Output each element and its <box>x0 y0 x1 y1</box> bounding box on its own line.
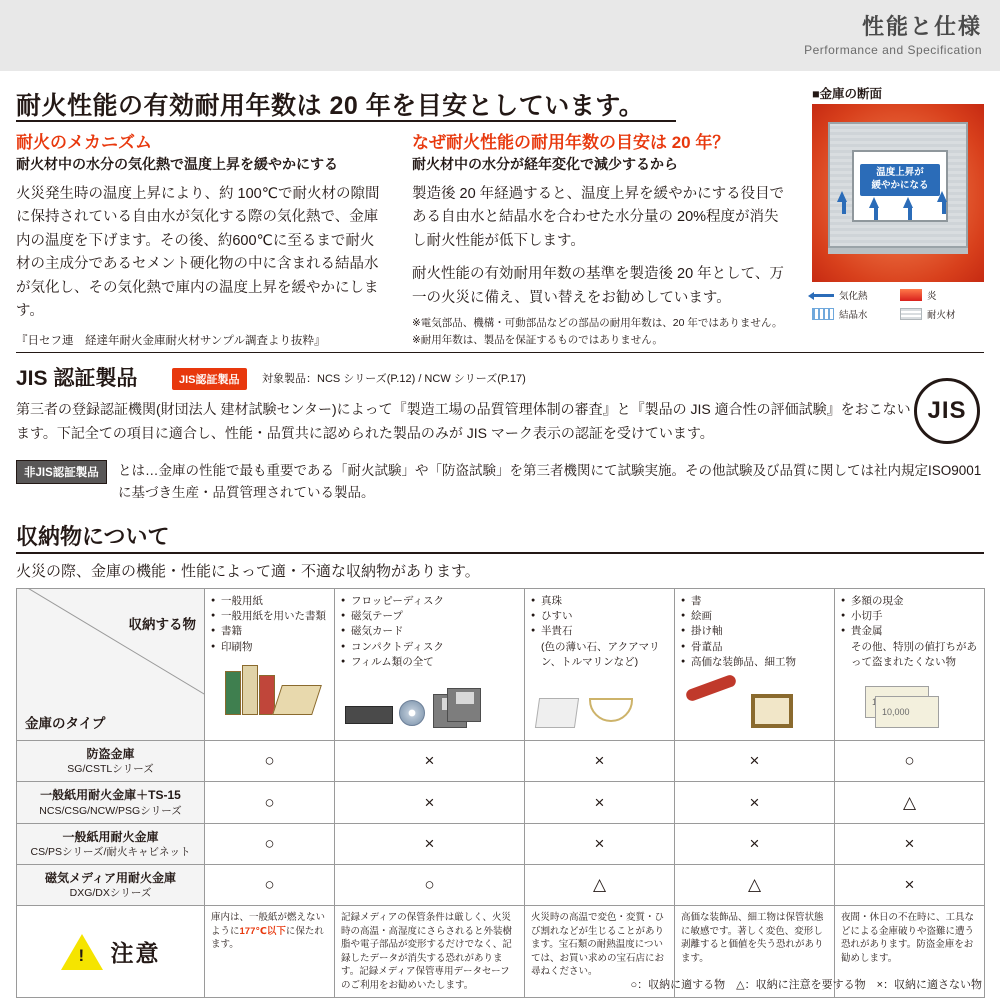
row-sub-1: NCS/CSG/NCW/PSGシリーズ <box>39 804 182 817</box>
cell-1-0: ○ <box>205 782 335 823</box>
cell-0-2: × <box>525 741 675 782</box>
caution-note-magnetic: 記録メディアの保管条件は厳しく、火災時の高温・高湿度にさらされると外装樹脂や電子部品が変形するだけでなく、記録したデータが消失する恐れがあります。記録メディア保管専用データセーフのご利用をお勧めいたします。 <box>335 906 525 998</box>
col-art-item-3: ● 骨董品 <box>681 640 828 655</box>
lifespan-body-1: 製造後 20 年経過すると、温度上昇を緩やかにする役目である自由水と結晶水を合わせた水分量の 20%程度が消失し耐火性能が低下します。 <box>412 185 785 249</box>
cell-3-1: ○ <box>335 865 525 906</box>
mechanism-citation: 『日セフ連 経達年耐火金庫耐火材サンプル調査より抜粋』 <box>16 334 326 347</box>
lifespan-heading: なぜ耐火性能の耐用年数の目安は 20 年？ <box>412 133 730 152</box>
legend-label-1: 炎 <box>927 291 937 302</box>
diagram-legend <box>812 288 988 326</box>
table-row <box>17 823 985 864</box>
lifespan-subheading: 耐火材中の水分が経年変化で減少するから <box>412 156 678 172</box>
vapor-arrow-stem-4 <box>942 202 946 214</box>
cell-0-4: ○ <box>835 741 985 782</box>
section3-title: 収納物について <box>16 524 170 549</box>
cell-0-1: × <box>335 741 525 782</box>
table-row <box>17 741 985 782</box>
section1-title: 耐火性能の有効耐用年数は 20 年を目安としています。 <box>16 92 645 120</box>
row-sub-0: SG/CSTLシリーズ <box>67 763 154 776</box>
col-art-item-2: ● 掛け軸 <box>681 624 828 639</box>
lifespan-note-1: ※電気部品、機構・可動部品などの部品の耐用年数は、20 年ではありません。 <box>412 317 783 330</box>
column-header-paper <box>205 589 335 741</box>
vapor-arrow-head-4 <box>937 191 947 202</box>
section1-divider <box>16 120 676 122</box>
col-cash-item-0: ● 多額の現金 <box>841 594 978 609</box>
column-header-art <box>675 589 835 741</box>
col-jewel-item-1: ● ひすい <box>531 609 668 624</box>
col-cash-item-1: ● 小切手 <box>841 609 978 624</box>
cell-1-4: △ <box>835 782 985 823</box>
col-magnetic-item-1: ● 磁気テープ <box>341 609 518 624</box>
col-paper-item-3: ● 印刷物 <box>211 640 328 655</box>
col-cash-item-2: ● 貴金属 <box>841 624 978 639</box>
vapor-arrow-stem-3 <box>908 208 912 220</box>
lifespan-column <box>412 128 792 349</box>
mechanism-body: 火災発生時の温度上昇により、約 100℃で耐火材の隙間に保持されている自由水が気化する際の気化熱で、金庫内の温度を下げます。その後、約600℃に至るまで耐火材の主成分であるセメント硬化物の中に含まれる結晶水が気化し、その気化熱で庫内の温度上昇を緩やかにします。 <box>16 185 380 320</box>
lifespan-note-2: ※耐用年数は、製品を保証するものではありません。 <box>412 333 663 346</box>
cell-2-0: ○ <box>205 823 335 864</box>
col-cash-note: その他、特別の値打ちがあって盗まれたくない物 <box>851 640 977 668</box>
cell-2-3: × <box>675 823 835 864</box>
row-header-paper-fire-ts15 <box>17 782 205 823</box>
corner-label-items: 収納する物 <box>128 617 196 632</box>
jis-body: 第三者の登録認証機関(財団法人 建材試験センター)によって『製造工場の品質管理体制の審査』と『製品の JIS 適合性の評価試験』をおこないます。下記全ての項目に適合し、性能・品質共に認められた製品のみが JIS マーク表示の認証を受けています。 <box>16 401 911 441</box>
cell-3-4: × <box>835 865 985 906</box>
table-row <box>17 782 985 823</box>
caution-label: 注意 <box>110 940 161 967</box>
row-name-0: 防盗金庫 <box>86 747 135 761</box>
caution-note-paper: 庫内は、一般紙が燃えないように177℃以下に保たれます。 <box>205 906 335 998</box>
row-name-1: 一般紙用耐火金庫＋TS-15 <box>40 788 181 803</box>
table-header-row <box>17 589 985 741</box>
jis-badge: JIS認証製品 <box>172 368 247 390</box>
col-magnetic-item-2: ● 磁気カード <box>341 624 518 639</box>
scroll-painting-icon <box>681 674 828 730</box>
row-header-magnetic-media-fire <box>17 865 205 906</box>
lifespan-body-2: 耐火性能の有効耐用年数の基準を製造後 20 年として、万一の火災に備え、買い替えをお勧めしています。 <box>412 266 784 306</box>
section3-subtitle: 火災の際、金庫の機能・性能によって適・不適な収納物があります。 <box>16 563 480 580</box>
jis-divider <box>16 352 984 353</box>
legend-label-3: 耐火材 <box>927 310 956 321</box>
col-magnetic-item-3: ● コンパクトディスク <box>341 640 518 655</box>
col-paper-item-0: ● 一般用紙 <box>211 594 328 609</box>
vapor-arrow-head-1 <box>837 191 847 202</box>
caution-note-art: 高価な装飾品、細工物は保管状態に敏感です。著しく変色、変形し剥離すると価値を失う恐れがあります。 <box>675 906 835 998</box>
mechanism-heading: 耐火のメカニズム <box>16 133 152 152</box>
vapor-arrow-head-3 <box>903 197 913 208</box>
cell-3-2: △ <box>525 865 675 906</box>
cell-1-1: × <box>335 782 525 823</box>
row-header-anti-theft <box>17 741 205 782</box>
flame-swatch-icon <box>900 289 922 301</box>
mechanism-column <box>16 128 386 348</box>
col-paper-item-1: ● 一般用紙を用いた書類 <box>211 609 328 624</box>
warning-triangle-icon <box>61 934 103 970</box>
col-paper-item-2: ● 書籍 <box>211 624 328 639</box>
col-art-item-1: ● 絵画 <box>681 609 828 624</box>
page-subtitle: Performance and Specification <box>804 43 982 57</box>
section3-divider <box>16 552 984 554</box>
diagram-title: ■金庫の断面 <box>812 87 883 101</box>
cash-icon <box>841 674 978 730</box>
vapor-arrow-stem-2 <box>874 208 878 220</box>
caution-label-cell <box>17 906 205 998</box>
non-jis-body: とは…金庫の性能で最も重要である「耐火試験」や「防盗試験」を第三者機関にて試験実施。その他試験及び品質に関しては社内規定ISO9001 に基づき生産・品質管理されている製品。 <box>118 463 982 500</box>
col-jewel-item-2: ● 半貴石 <box>531 624 668 639</box>
page-title: 性能と仕様 <box>861 14 982 39</box>
jis-target-products: 対象製品：NCS シリーズ(P.12) / NCW シリーズ(P.17) <box>262 373 526 385</box>
row-name-3: 磁気メディア用耐火金庫 <box>44 871 177 886</box>
cell-1-3: × <box>675 782 835 823</box>
safe-body-shape <box>828 122 968 248</box>
cell-2-2: × <box>525 823 675 864</box>
cell-2-1: × <box>335 823 525 864</box>
jewelry-icon <box>531 674 668 730</box>
row-sub-3: DXG/DXシリーズ <box>69 887 152 900</box>
arrow-icon <box>812 294 834 297</box>
vapor-arrow-head-2 <box>869 197 879 208</box>
col-jewel-item-0: ● 真珠 <box>531 594 668 609</box>
table-row <box>17 865 985 906</box>
diagram-inner-label: 温度上昇が 緩やかになる <box>860 164 940 196</box>
crystal-water-swatch-icon <box>812 308 834 320</box>
page-header <box>0 0 1000 72</box>
cell-3-3: △ <box>675 865 835 906</box>
cell-2-4: × <box>835 823 985 864</box>
caution-note-jewel: 火災時の高温で変色・変質・ひび割れなどが生じることがあります。宝石類の耐熱温度については、お買い求めの宝石店にお尋ねください。 <box>525 906 675 998</box>
legend-label-0: 気化熱 <box>839 291 868 302</box>
caution-note-cash: 夜間・休日の不在時に、工具などによる金庫破りや盗難に遭う恐れがあります。防盗金庫をお勧めします。 <box>835 906 985 998</box>
column-header-jewel <box>525 589 675 741</box>
non-jis-badge: 非JIS認証製品 <box>16 460 107 484</box>
col-jewel-note: (色の薄い石、アクアマリン、トルマリンなど) <box>541 640 660 668</box>
row-sub-2: CS/PSシリーズ/耐火キャビネット <box>30 845 191 858</box>
col-art-item-4: ● 高価な装飾品、細工物 <box>681 655 828 670</box>
corner-label-types: 金庫のタイプ <box>25 716 106 731</box>
cell-1-2: × <box>525 782 675 823</box>
mechanism-subheading: 耐火材中の水分の気化熱で温度上昇を緩やかにする <box>16 156 338 172</box>
safe-cross-section-diagram <box>812 104 984 282</box>
row-name-2: 一般紙用耐火金庫 <box>62 829 159 844</box>
col-magnetic-item-4: ● フィルム類の全て <box>341 655 518 670</box>
storage-suitability-table <box>16 588 985 998</box>
cell-0-0: ○ <box>205 741 335 782</box>
cell-3-0: ○ <box>205 865 335 906</box>
cell-0-3: × <box>675 741 835 782</box>
column-header-cash <box>835 589 985 741</box>
books-icon <box>211 659 328 715</box>
col-magnetic-item-0: ● フロッピーディスク <box>341 594 518 609</box>
fireproof-material-swatch-icon <box>900 308 922 320</box>
jis-logo-icon: JIS <box>914 378 980 444</box>
table-footnote: ○：収納に適する物 △：収納に注意を要する物 ×：収納に適さない物 <box>630 979 982 991</box>
jis-title: JIS 認証製品 <box>16 367 138 390</box>
vapor-arrow-stem-1 <box>842 202 846 214</box>
legend-label-2: 結晶水 <box>839 310 868 321</box>
column-header-magnetic <box>335 589 525 741</box>
floppy-disk-icon <box>341 674 518 730</box>
row-header-paper-fire <box>17 823 205 864</box>
col-art-item-0: ● 書 <box>681 594 828 609</box>
table-corner-cell <box>17 589 205 741</box>
